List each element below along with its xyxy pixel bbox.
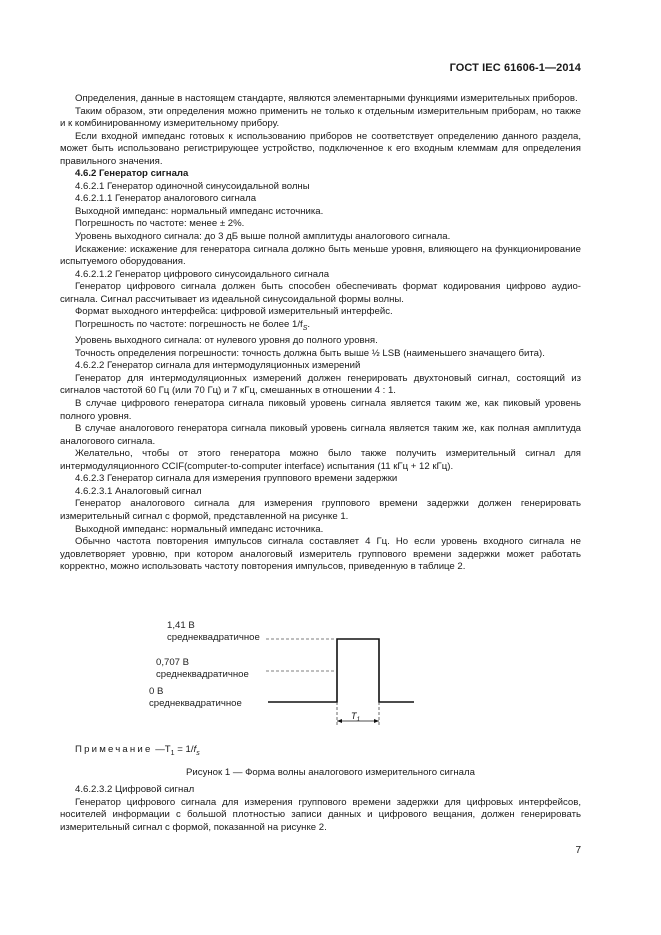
- paragraph: Генератор цифрового сигнала должен быть способен обеспечивать формат кодирования цифрово аудио-сигнала. Сигнал рассчитывает из идеальной синусоидальной формы волны.: [60, 281, 581, 305]
- paragraph: В случае аналогового генератора сигнала пиковый уровень сигнала является таким же, как полная амплитуда аналогового сигнала.: [60, 423, 581, 447]
- subsection-heading: 4.6.2.2 Генератор сигнала для интермодуляционных измерений: [75, 360, 361, 372]
- section-heading: 4.6.2 Генератор сигнала: [75, 168, 189, 180]
- figure-caption: Рисунок 1 — Форма волны аналогового измерительного сигнала: [186, 767, 475, 778]
- paragraph: Искажение: искажение для генератора сигнала должно быть меньше уровня, влияющего на функционирование испытуемого оборудования.: [60, 243, 581, 268]
- level-high-unit: среднеквадратичное: [167, 632, 260, 643]
- waveform-plot: [140, 618, 590, 740]
- paragraph: Точность определения погрешности: точность должна быть выше ½ LSB (наименьшего значащего бита).: [75, 347, 545, 359]
- subsection-heading: 4.6.2.3 Генератор сигнала для измерения группового времени задержки: [75, 473, 398, 485]
- paragraph: Генератор аналогового сигнала для измерения группового времени задержки должен генерировать измерительный сигнал с формой, представленной на рисунке 1.: [60, 498, 581, 522]
- subsection-heading: 4.6.2.3.2 Цифровой сигнал: [75, 784, 195, 795]
- paragraph: Уровень выходного сигнала: до 3 дБ выше полной амплитуды аналогового сигнала.: [75, 231, 451, 243]
- subsection-heading: 4.6.2.3.1 Аналоговый сигнал: [75, 485, 202, 497]
- document-header: ГОСТ IEC 61606-1—2014: [449, 62, 581, 74]
- page-number: 7: [575, 845, 581, 856]
- subsection-heading: 4.6.2.1.2 Генератор цифрового синусоидального сигнала: [75, 268, 330, 280]
- main-text: [60, 93, 581, 574]
- note-prefix: Примечание: [75, 744, 153, 755]
- note-formula: $—T_1 = 1/f_s$: [155, 744, 200, 757]
- paragraph: Генератор для интермодуляционных измерений должен генерировать двухтоновый сигнал, состоящий из сигналов частотой 60 Гц (или 70 Гц) и 7 кГц, смешанных в отношении 4 : 1.: [60, 372, 581, 397]
- paragraph: Генератор цифрового сигнала для измерения группового времени задержки для цифровых интерфейсов, носителей информации с большой плотностью записи данных и цифрового вещания, должен генерировать измерительный сигнал с формой, показанной на рисунке 2.: [60, 796, 581, 833]
- paragraph: Выходной импеданс: нормальный импеданс источника.: [75, 205, 324, 217]
- level-zero-unit: среднеквадратичное: [149, 698, 242, 709]
- figure-note: [75, 744, 200, 757]
- level-zero-value: 0 В: [149, 686, 164, 697]
- paragraph: Формат выходного интерфейса: цифровой измерительный интерфейс.: [75, 306, 393, 318]
- paragraph: Таким образом, эти определения можно применить не только к отдельным измерительным приборам, но также и к комбинированному измерительному прибору.: [60, 105, 581, 130]
- waveform-line: [268, 639, 414, 702]
- waveform-figure: [140, 618, 590, 740]
- paragraph: Определения, данные в настоящем стандарте, являются элементарными функциями измерительных приборов.: [75, 93, 578, 104]
- subsection-heading: 4.6.2.1.1 Генератор аналогового сигнала: [75, 193, 257, 205]
- paragraph: Если входной импеданс готовых к использованию приборов не соответствует определению данного раздела, может быть использовано регистрирующее устройство, подключенное к его входным клеммам для определения правильного значения.: [60, 130, 581, 167]
- period-label: $T_1$: [351, 711, 361, 723]
- paragraph: Погрешность по частоте: погрешность не более $1/f_S$.: [75, 318, 311, 332]
- paragraph: Выходной импеданс: нормальный импеданс источника.: [75, 523, 324, 535]
- paragraph: Уровень выходного сигнала: от нулевого уровня до полного уровня.: [75, 335, 378, 347]
- main-text-continued: [60, 784, 581, 834]
- paragraph: Погрешность по частоте: менее ± 2%.: [75, 218, 245, 230]
- level-mid-value: 0,707 В: [156, 657, 190, 668]
- dashed-guides: [266, 639, 336, 671]
- paragraph: В случае цифрового генератора сигнала пиковый уровень сигнала является таким же, как пиковый уровень полного уровня.: [60, 398, 581, 422]
- paragraph: Обычно частота повторения импульсов сигнала составляет 4 Гц. Но если уровень входного сигнала не удовлетворяет уровню, при котором аналоговый измеритель группового времени задержки может работать корректно, можно использовать частоту повторения импульсов, приведенную в таблице 2.: [60, 536, 581, 573]
- paragraph: Желательно, чтобы от этого генератора можно было также получить измерительный сигнал для интермодуляционного CCIF(computer-to-computer interface) испытания (11 кГц + 12 кГц).: [60, 448, 581, 472]
- level-high-value: 1,41 В: [167, 620, 195, 631]
- subsection-heading: 4.6.2.1 Генератор одиночной синусоидальной волны: [75, 180, 310, 192]
- level-mid-unit: среднеквадратичное: [156, 669, 249, 680]
